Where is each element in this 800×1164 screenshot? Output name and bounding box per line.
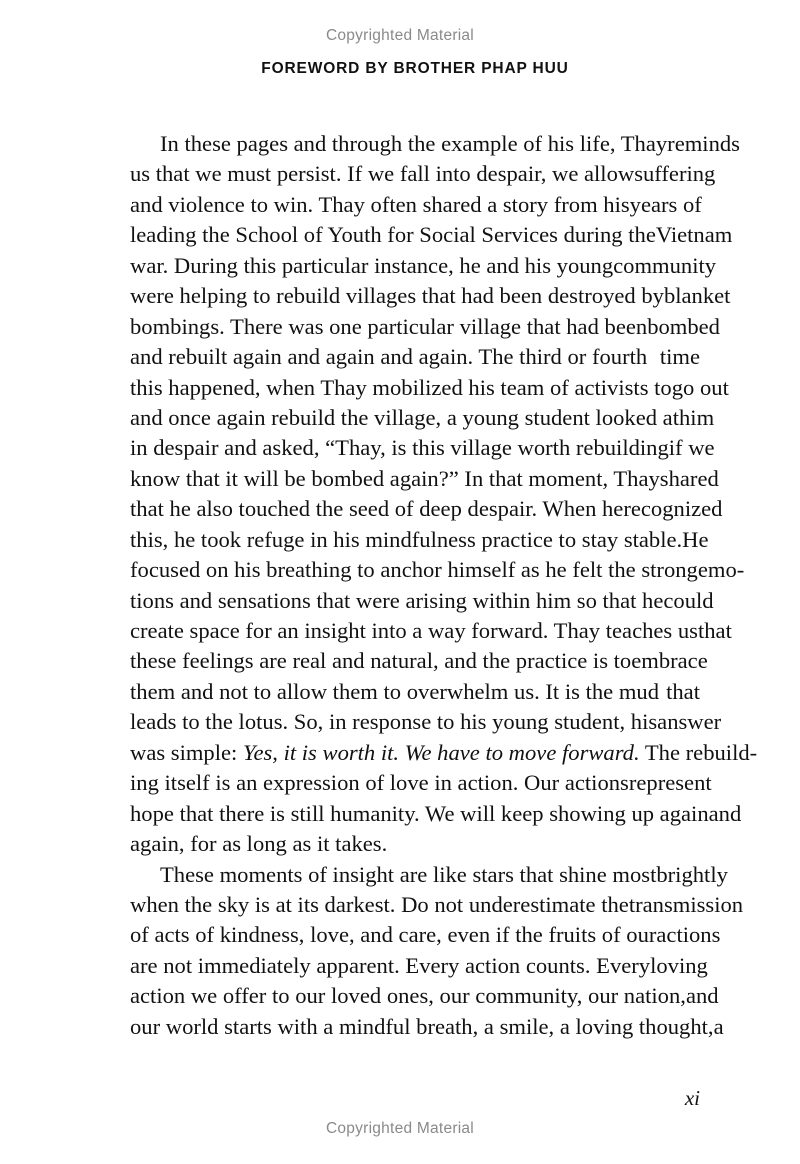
line-segment: that — [697, 618, 732, 643]
line-segment: blanket — [663, 283, 731, 309]
line-segment: us that we must persist. If we fall into despair, we allow — [130, 161, 635, 187]
line-segment: Vietnam — [655, 222, 733, 248]
text-line — [130, 251, 717, 281]
line-segment: recognized — [623, 496, 723, 522]
copyright-watermark-bottom: Copyrighted Material — [325, 1120, 474, 1137]
line-segment: actions — [656, 922, 721, 948]
body-text-block — [130, 129, 758, 1042]
text-line — [130, 646, 708, 676]
line-segment: this, he took refuge in his mindfulness practice to stay stable. — [130, 526, 683, 552]
page-number: xi — [684, 1086, 700, 1110]
line-segment: leading the School of Youth for Social Services during the — [130, 222, 656, 248]
text-line — [130, 220, 733, 250]
line-segment: could — [663, 587, 714, 613]
text-line — [130, 373, 729, 403]
line-segment: focused on his breathing to anchor himself as he felt the strong — [130, 557, 698, 583]
line-segment: suffering — [634, 161, 716, 187]
line-segment: These moments of insight are like stars that shine most — [160, 861, 657, 887]
text-line — [130, 890, 744, 920]
text-line — [130, 525, 709, 555]
text-line — [130, 129, 740, 159]
line-segment: community — [613, 252, 717, 278]
line-segment: bombings. There was one particular village that had been — [130, 313, 648, 339]
text-line — [130, 738, 758, 768]
line-segment: these feelings are real and natural, and the practice is to — [130, 648, 632, 674]
line-segment: emo- — [697, 557, 745, 583]
text-line — [130, 403, 715, 433]
text-line — [130, 1012, 724, 1042]
line-segment: embrace — [631, 648, 708, 674]
line-segment: go out — [671, 374, 729, 400]
line-segment: that — [666, 678, 700, 704]
line-segment: leads to the lotus. So, in response to his young student, his — [130, 709, 658, 735]
line-segment: was simple: Yes, it is worth it. We have to move forward. — [130, 739, 640, 765]
line-segment: He — [682, 526, 709, 552]
text-line — [130, 616, 732, 646]
line-segment: answer — [657, 709, 722, 735]
line-segment: when the sky is at its darkest. Do not underestimate the — [130, 891, 629, 917]
line-segment: hope that there is still humanity. We will keep showing up again — [130, 800, 709, 826]
line-segment: In these pages and through the example of his life, Thay — [160, 131, 668, 156]
line-segment: years of — [629, 191, 702, 217]
text-line — [130, 586, 714, 616]
line-segment: of acts of kindness, love, and care, even if the fruits of our — [130, 922, 657, 948]
line-segment: represent — [628, 770, 712, 796]
text-line — [130, 190, 700, 220]
text-line — [130, 555, 745, 585]
line-segment: tions and sensations that were arising within him so that he — [130, 587, 664, 613]
text-line — [130, 677, 700, 707]
text-line — [130, 464, 719, 494]
line-segment: in despair and asked, “Thay, is this village worth rebuilding — [130, 435, 669, 461]
text-line — [130, 799, 742, 829]
text-line — [130, 281, 731, 311]
line-segment: this happened, when Thay mobilized his team of activists to — [130, 374, 672, 400]
line-segment: and — [685, 983, 719, 1009]
text-line: again, for as long as it takes. — [130, 831, 388, 857]
line-segment: brightly — [656, 861, 728, 887]
text-line — [130, 312, 720, 342]
line-segment: bombed — [647, 313, 720, 339]
line-segment: and once again rebuild the village, a young student looked at — [130, 404, 679, 430]
text-line — [130, 342, 700, 372]
text-line — [130, 433, 715, 463]
line-segment: were helping to rebuild villages that had been destroyed by — [130, 283, 664, 309]
running-head: FOREWORD BY BROTHER PHAP HUU — [261, 60, 569, 77]
italic-phrase: Yes, it is worth it. We have to move forward. — [242, 739, 640, 765]
line-segment: know that it will be bombed again?” In that moment, Thay — [130, 465, 660, 491]
text-line — [130, 494, 723, 524]
line-segment: if we — [668, 435, 715, 461]
text-line — [130, 707, 722, 737]
text-line — [130, 159, 716, 189]
line-segment: and — [708, 800, 742, 826]
copyright-watermark-top: Copyrighted Material — [325, 27, 474, 44]
line-segment: The rebuild- — [639, 739, 758, 765]
line-segment: them and not to allow them to overwhelm us. It is the mud — [130, 678, 659, 704]
text-line — [130, 920, 721, 950]
line-segment: war. During this particular instance, he and his young — [130, 252, 614, 278]
line-segment: create space for an insight into a way forward. Thay teaches us — [130, 618, 698, 643]
line-segment: our world starts with a mindful breath, a smile, a loving thought, — [130, 1013, 714, 1039]
line-segment: that he also touched the seed of deep despair. When he — [130, 496, 624, 522]
line-segment: are not immediately apparent. Every action counts. Every — [130, 952, 651, 978]
text-line — [130, 981, 719, 1011]
line-segment: and rebuilt again and again and again. The third or fourth — [130, 344, 648, 370]
line-segment: and violence to win. Thay often shared a story from his — [130, 191, 630, 217]
text-line — [130, 860, 728, 890]
line-segment: action we offer to our loved ones, our community, our nation, — [130, 983, 686, 1009]
line-segment: loving — [650, 952, 708, 978]
line-segment: a — [713, 1013, 724, 1039]
text-line — [130, 951, 708, 981]
line-segment: transmission — [628, 891, 744, 917]
line-segment: shared — [659, 465, 719, 491]
line-segment: him — [679, 404, 715, 430]
line-segment: time — [659, 344, 700, 370]
text-line — [130, 768, 712, 798]
line-segment: reminds — [667, 131, 740, 156]
line-segment: ing itself is an expression of love in action. Our actions — [130, 770, 629, 796]
